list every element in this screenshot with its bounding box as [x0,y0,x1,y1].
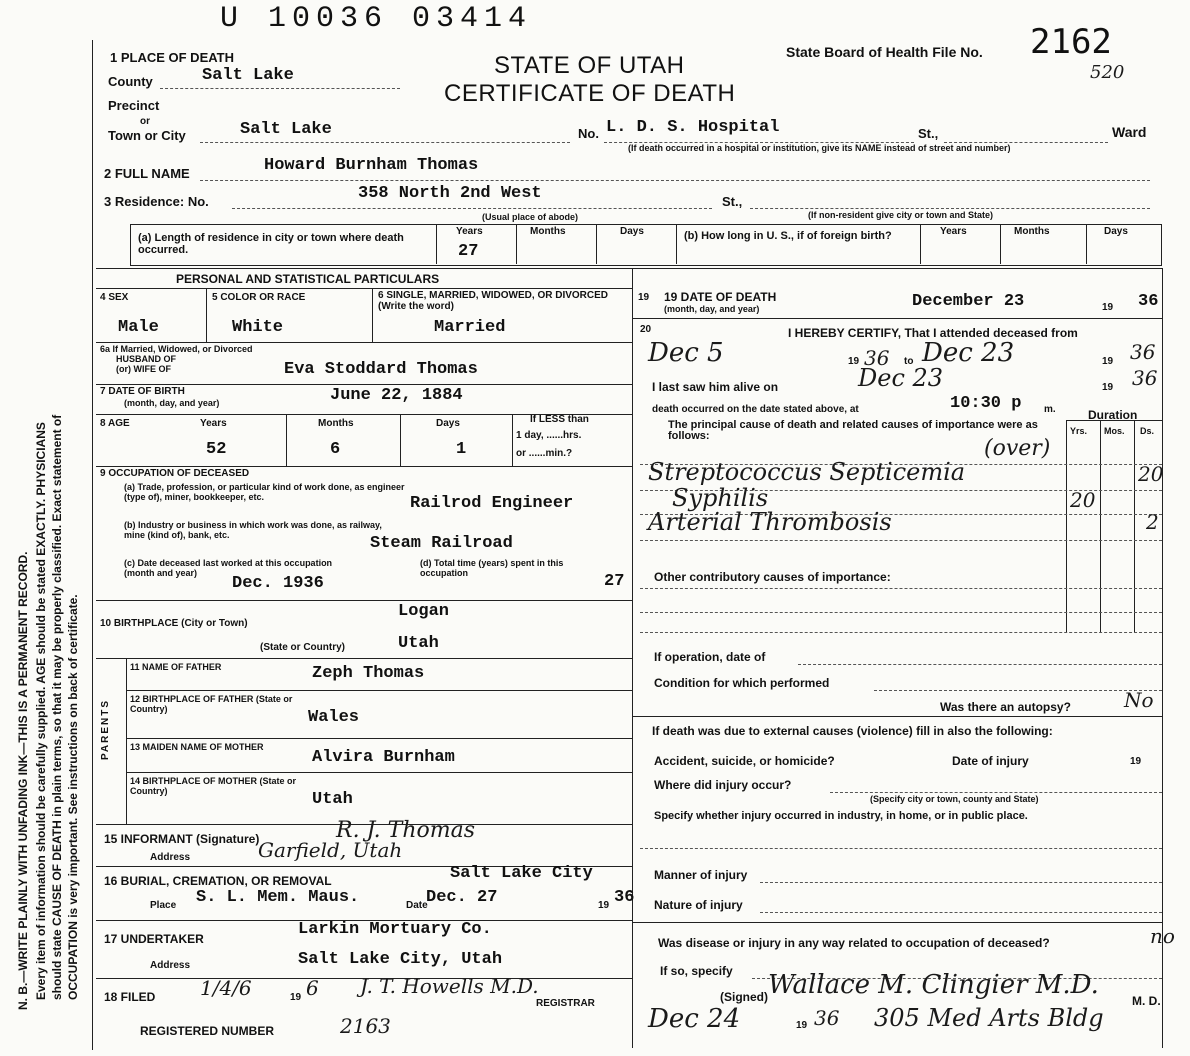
burial-label: 16 BURIAL, CREMATION, OR REMOVAL [104,874,332,888]
occupation-value: Railrod Engineer [410,494,574,513]
mother-birthplace-value: Utah [312,790,353,809]
injury-date-label: Date of injury [952,754,1029,768]
mother-birthplace-label: 14 BIRTHPLACE OF MOTHER (State or Country) [130,776,297,796]
ds-label: Ds. [1140,426,1155,436]
less-label-3: or ......min.? [516,448,573,459]
abode-note: (Usual place of abode) [482,212,579,222]
age-label: 8 AGE [100,418,130,429]
file-label: State Board of Health File No. [786,44,983,60]
registered-value: 2163 [340,1014,391,1038]
mother-value: Alvira Burnham [312,748,455,767]
occurred-label: death occurred on the date stated above, at [652,404,859,415]
cause-3-days: 2 [1146,510,1159,534]
manner-label: Manner of injury [654,868,748,882]
age-days-label: Days [436,418,460,429]
age-years-label: Years [200,418,227,429]
county-value: Salt Lake [202,66,294,85]
cause-2: Syphilis [672,484,769,512]
full-name-value: Howard Burnham Thomas [264,156,479,175]
last-seen-year-prefix: 19 [1102,382,1114,393]
dod-sub: (month, day, and year) [664,304,760,314]
informant-address-label: Address [150,852,191,863]
length-label: (a) Length of residence in city or town where death occurred. [138,232,404,256]
dod-num: 19 [638,292,650,303]
margin-instructions-2: should state CAUSE OF DEATH in plain terms, so that it may be properly classified. Exact statement of [50,414,64,1000]
registrar-signature: J. T. Howells M.D. [360,974,539,998]
attended-to: Dec 23 [922,338,1015,368]
registered-label: REGISTERED NUMBER [140,1024,275,1038]
last-worked-value: Dec. 1936 [232,574,324,593]
industry-value: Steam Railroad [370,534,513,553]
color-value: White [232,318,284,337]
burial-date-label: Date [406,900,428,911]
residence-st-label: St., [722,194,743,209]
undertaker-address-label: Address [150,960,191,971]
nature-label: Nature of injury [654,898,743,912]
file-sub: 520 [1090,62,1125,83]
related-value: no [1150,924,1175,948]
dob-sub: (month, day, and year) [124,398,220,408]
personal-heading: PERSONAL AND STATISTICAL PARTICULARS [176,272,440,286]
age-months-value: 6 [330,440,341,459]
to-label: to [904,356,914,367]
margin-instructions-3: OCCUPATION is very important. See instructions on back of certificate. [66,594,80,1000]
attended-from: Dec 5 [648,338,724,368]
to-year-prefix: 19 [1102,356,1114,367]
undertaker-value: Larkin Mortuary Co. [298,920,492,939]
filed-year: 6 [306,976,319,1000]
birthplace-city: Logan [398,602,450,621]
dob-label: 7 DATE OF BIRTH [100,386,185,397]
serial-number: U 10036 03414 [220,2,533,36]
res-years-value: 27 [458,242,479,261]
age-days-value: 1 [456,440,467,459]
informant-signature: R. J. Thomas [336,818,476,843]
undertaker-label: 17 UNDERTAKER [104,932,204,946]
filed-year-prefix: 19 [290,992,302,1003]
town-value: Salt Lake [240,120,332,139]
filed-value: 1/4/6 [200,976,252,1000]
residence-label: 3 Residence: No. [104,194,209,209]
hospital-value: L. D. S. Hospital [606,118,780,137]
town-label: Town or City [108,128,186,143]
birthplace-label: 10 BIRTHPLACE (City or Town) [100,618,248,629]
file-number: 2162 [1030,22,1112,62]
dod-value: December 23 [912,292,1025,311]
spouse-label-1: 6a If Married, Widowed, or Divorced [100,344,253,354]
no-label: No. [578,126,599,141]
total-time-value: 27 [604,572,625,591]
father-birthplace-label: 12 BIRTHPLACE OF FATHER (State or Country) [130,694,293,714]
full-name-label: 2 FULL NAME [104,166,190,181]
foreign-label: (b) How long in U. S., if of foreign birth? [684,230,892,242]
last-seen-value: Dec 23 [858,364,944,392]
total-time-label: (d) Total time (years) spent in this occupation [420,558,564,578]
title-state: STATE OF UTAH [494,52,685,79]
cause-1: Streptococcus Septicemia [648,458,966,486]
precinct-label: Precinct [108,98,160,113]
state-label: (State or Country) [260,642,345,653]
occupation-a-label: (a) Trade, profession, or particular kind of work done, as engineer (type of), miner, bookkeeper, etc. [124,482,405,502]
other-causes-label: Other contributory causes of importance: [654,570,891,584]
father-birthplace-value: Wales [308,708,360,727]
last-seen-label: I last saw him alive on [652,380,779,394]
less-label-1: If LESS than [530,414,589,425]
dob-value: June 22, 1884 [330,386,463,405]
nonresident-note: (If non-resident give city or town and State) [808,210,994,220]
burial-year-value: 36 [614,888,635,907]
less-label-2: 1 day, ......hrs. [516,430,582,441]
external-causes-label: If death was due to external causes (violence) fill in also the following: [652,724,1053,738]
filed-label: 18 FILED [104,990,156,1004]
dod-year-prefix: 19 [1102,302,1114,313]
informant-address-value: Garfield, Utah [258,838,403,862]
sign-year-prefix: 19 [796,1020,808,1031]
or-label: or [140,116,150,127]
over-note: (over) [984,436,1051,461]
occupation-heading: 9 OCCUPATION OF DECEASED [100,468,250,479]
last-worked-label: (c) Date deceased last worked at this occupation (month and year) [124,558,333,578]
burial-date-value: Dec. 27 [426,888,498,907]
foreign-years-label: Years [940,226,967,237]
industry-b-label: (b) Industry or business in which work was done, as railway, mine (kind of), bank, etc. [124,520,382,540]
title-certificate: CERTIFICATE OF DEATH [444,80,736,107]
sex-label: 4 SEX [100,292,129,303]
age-years-value: 52 [206,440,227,459]
margin-notice: N. B.—WRITE PLAINLY WITH UNFADING INK—THIS IS A PERMANENT RECORD. [16,551,30,1010]
birthplace-state: Utah [398,634,439,653]
res-years-label: Years [456,226,483,237]
parents-label: PARENTS [100,698,111,760]
injury-year-prefix: 19 [1130,756,1142,767]
marital-label: 6 SINGLE, MARRIED, WIDOWED, OR DIVORCED (Write the word) [378,290,609,312]
res-months-label: Months [530,226,566,237]
hospital-note: (If death occurred in a hospital or institution, give its NAME instead of street and number) [628,143,1011,153]
spouse-label-2: HUSBAND OF [116,354,176,364]
ward-label: Ward [1112,124,1147,140]
m-label: m. [1044,404,1056,415]
physician-signature: Wallace M. Clingier M.D. [768,970,1099,1000]
cause-3: Arterial Thrombosis [648,508,892,536]
mos-label: Mos. [1104,426,1125,436]
sex-value: Male [118,318,159,337]
age-months-label: Months [318,418,354,429]
burial-value: Salt Lake City [450,864,593,883]
yrs-label: Yrs. [1070,426,1088,436]
color-label: 5 COLOR OR RACE [212,292,306,303]
foreign-months-label: Months [1014,226,1050,237]
last-seen-year: 36 [1132,366,1158,390]
cause-label: The principal cause of death and related causes of importance were as follows: [668,419,1038,442]
death-time: 10:30 p [950,394,1022,413]
spouse-label-3: (or) WIFE OF [116,364,171,374]
dod-year: 36 [1138,292,1159,311]
father-value: Zeph Thomas [312,664,425,683]
cause-2-years: 20 [1070,488,1096,512]
signed-date: Dec 24 [648,1004,741,1034]
place-label: Place [150,900,177,911]
county-label: County [108,74,153,89]
condition-label: Condition for which performed [654,676,830,690]
informant-label: 15 INFORMANT (Signature) [104,832,260,846]
registrar-label: REGISTRAR [536,998,595,1009]
where-injury-label: Where did injury occur? [654,778,792,792]
cause-1-days: 20 [1138,462,1164,486]
residence-value: 358 North 2nd West [358,184,542,203]
physician-address: 305 Med Arts Bldg [874,1004,1104,1032]
burial-year-prefix: 19 [598,900,610,911]
foreign-days-label: Days [1104,226,1128,237]
burial-place-value: S. L. Mem. Maus. [196,888,360,907]
specify-place-label: Specify whether injury occurred in industry, in home, or in public place. [654,810,1028,822]
undertaker-address-value: Salt Lake City, Utah [298,950,503,969]
related-label: Was disease or injury in any way related to occupation of deceased? [658,936,1050,950]
specify-related-label: If so, specify [660,964,733,978]
st-label: St., [918,126,939,141]
margin-instructions-1: Every item of information should be carefully supplied. AGE should be stated EXACTLY. PHYSICIANS [34,422,48,1000]
res-days-label: Days [620,226,644,237]
father-label: 11 NAME OF FATHER [130,662,222,672]
attended-to-year: 36 [1130,340,1156,364]
attended-from-year: 36 [864,346,890,370]
spouse-value: Eva Stoddard Thomas [284,360,478,379]
place-heading: 1 PLACE OF DEATH [110,50,234,65]
signed-year: 36 [814,1006,840,1030]
operation-label: If operation, date of [654,650,766,664]
md-label: M. D. [1132,994,1161,1008]
certify-num: 20 [640,324,652,335]
signed-label: (Signed) [720,990,768,1004]
from-year-prefix: 19 [848,356,860,367]
marital-value: Married [434,318,506,337]
certify-text: I HEREBY CERTIFY, That I attended deceased from [788,326,1078,340]
duration-label: Duration [1088,408,1138,422]
mother-label: 13 MAIDEN NAME OF MOTHER [130,742,264,752]
accident-label: Accident, suicide, or homicide? [654,754,835,768]
dod-label: 19 DATE OF DEATH [664,290,777,304]
autopsy-value: No [1124,688,1154,712]
autopsy-label: Was there an autopsy? [940,700,1071,714]
where-note: (Specify city or town, county and State) [870,794,1039,804]
